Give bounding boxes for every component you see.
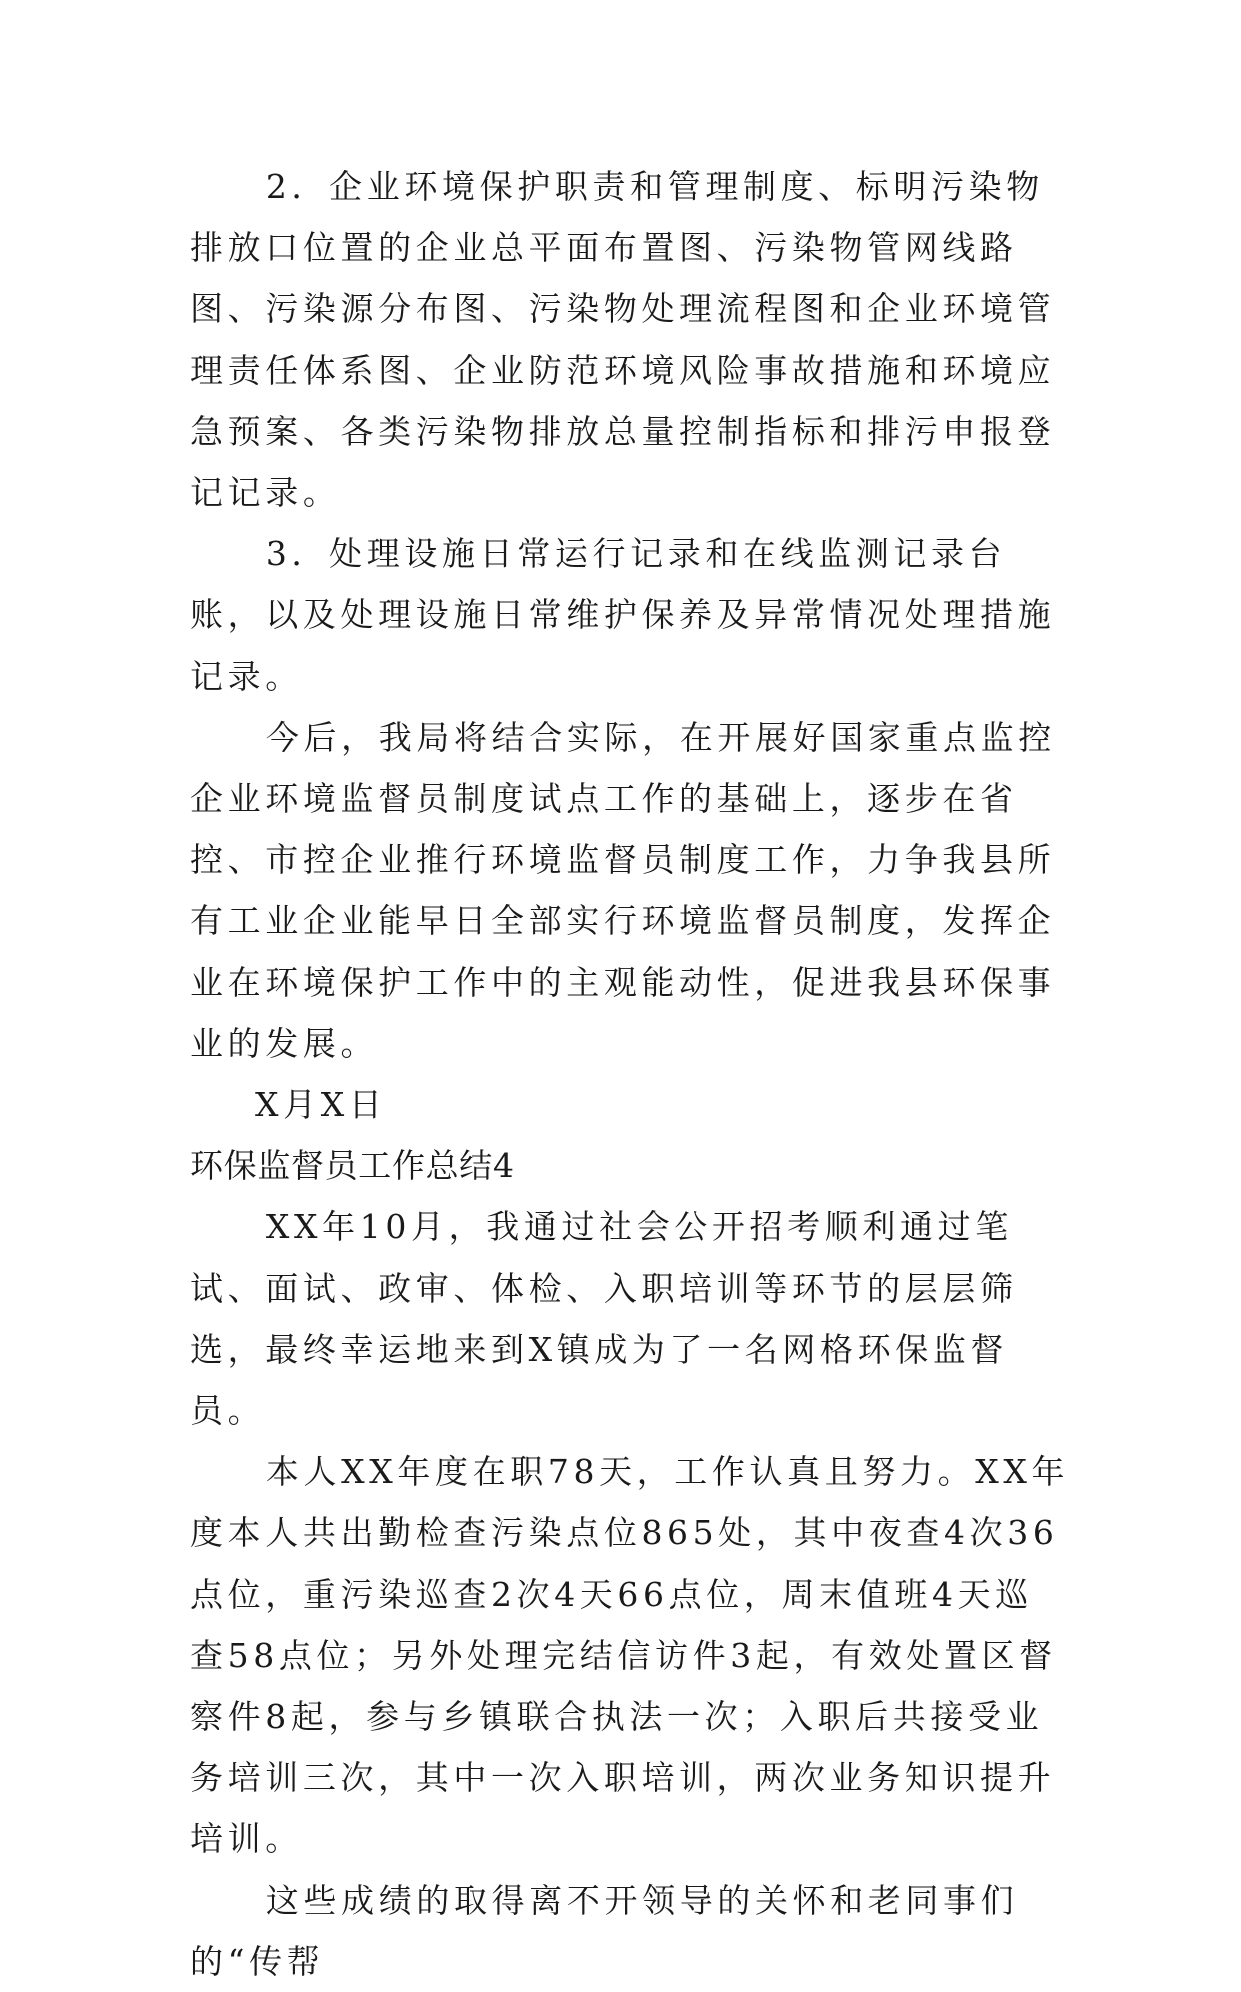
paragraph-item-3: 3．处理设施日常运行记录和在线监测记录台账，以及处理设施日常维护保养及异常情况处理措施记录。	[190, 534, 1056, 696]
document-body	[190, 156, 1070, 1992]
section-title: 环保监督员工作总结4	[190, 1146, 515, 1186]
paragraph-item-2: 2．企业环境保护职责和管理制度、标明污染物排放口位置的企业总平面布置图、污染物管网线路图、污染源分布图、污染物处理流程图和企业环境管理责任体系图、企业防范环境风险事故措施和环境应急预案、各类污染物排放总量控制指标和排污申报登记记录。	[190, 167, 1056, 513]
paragraph-future-plan: 今后，我局将结合实际，在开展好国家重点监控企业环境监督员制度试点工作的基础上，逐步在省控、市控企业推行环境监督员制度工作，力争我县所有工业企业能早日全部实行环境监督员制度，发挥企业在环境保护工作中的主观能动性，促进我县环保事业的发展。	[190, 717, 1056, 1063]
date-line: X月X日	[255, 1085, 387, 1125]
paragraph-recruitment: XX年10月，我通过社会公开招考顺利通过笔试、面试、政审、体检、入职培训等环节的层层筛选，最终幸运地来到X镇成为了一名网格环保监督员。	[190, 1207, 1018, 1431]
paragraph-acknowledgement: 这些成绩的取得离不开领导的关怀和老同事们的“传帮	[190, 1880, 1019, 1981]
paragraph-achievements: 本人XX年度在职78天，工作认真且努力。XX年度本人共出勤检查污染点位865处，其中夜查4次36点位，重污染巡查2次4天66点位，周末值班4天巡查58点位；另外处理完结信访件3起，有效处置区督察件8起，参与乡镇联合执法一次；入职后共接受业务培训三次，其中一次入职培训，两次业务知识提升培训。	[190, 1452, 1070, 1859]
